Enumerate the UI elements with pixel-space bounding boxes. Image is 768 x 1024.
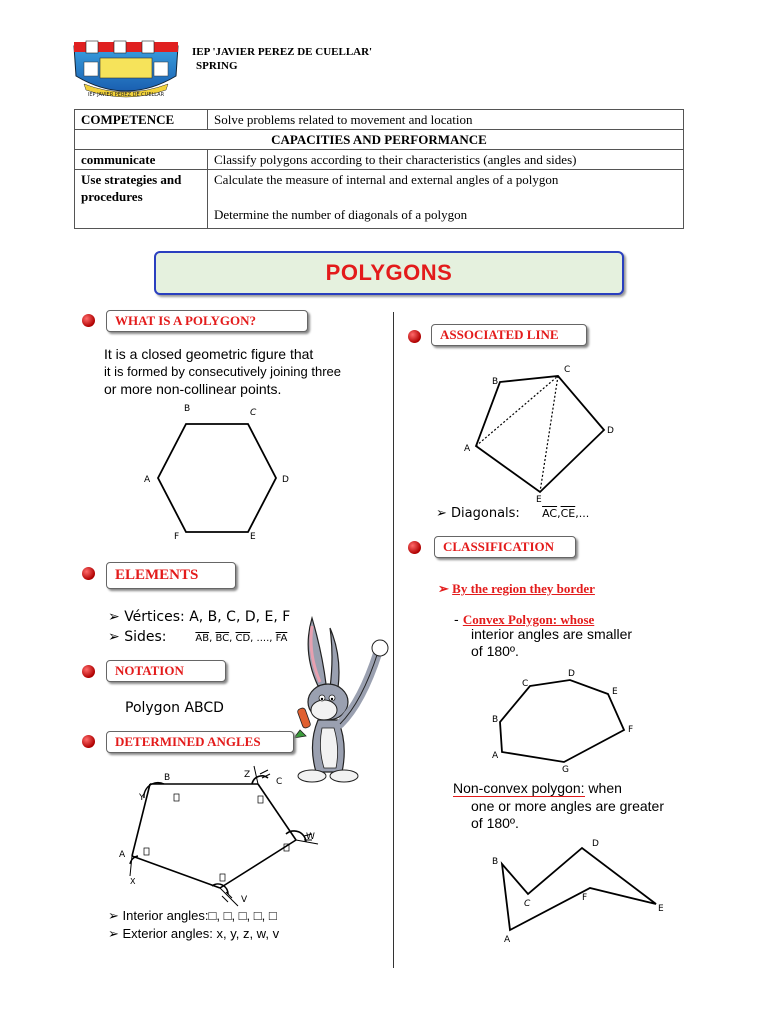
sides-line: ➢ Sides: $\overline{AB}$, $\overline{BC}$, $\overline{CD}$, ...., $\overline{FA}$	[108, 629, 288, 645]
convex-line-2: of 180º.	[471, 643, 519, 659]
side-ellipsis: ....	[256, 633, 270, 644]
point-label: Y	[139, 793, 145, 803]
definition-line-3: or more non-collinear points.	[104, 381, 282, 397]
region-subheading: ➢ By the region they border	[438, 581, 595, 596]
capacities-header: CAPACITIES AND PERFORMANCE	[75, 130, 684, 150]
vertex-label: C	[564, 365, 571, 375]
arrow-icon: ➢	[108, 629, 125, 645]
svg-text:D: D	[568, 669, 575, 679]
svg-text:D: D	[592, 839, 599, 849]
nonconvex-polygon-diagram	[484, 836, 684, 948]
school-logo	[70, 40, 182, 102]
interior-angles-line	[108, 908, 277, 924]
bullet-icon	[408, 330, 421, 343]
diagonal-ellipsis: ...	[578, 507, 590, 520]
definition-line-2: it is formed by consecutively joining three	[104, 364, 342, 379]
arrow-icon: ➢	[436, 506, 452, 521]
notation-label: NOTATION	[106, 660, 226, 682]
rabbit-illustration	[272, 612, 400, 788]
arrow-icon: ➢	[438, 581, 453, 596]
interior-label: Interior angles:	[122, 908, 209, 923]
exterior-label: Exterior angles:	[122, 926, 213, 941]
bullet-icon	[82, 665, 95, 678]
row-value-2: Determine the number of diagonals of a polygon	[214, 207, 468, 222]
row-value: Classify polygons according to their characteristics (angles and sides)	[208, 150, 684, 170]
competence-value: Solve problems related to movement and location	[208, 110, 684, 130]
competence-label: COMPETENCE	[75, 110, 208, 130]
side-fa: $\overline{FA}$	[275, 633, 288, 644]
vertices-prefix: Vértices:	[124, 609, 185, 625]
angles-diagram	[108, 764, 328, 908]
vertices-value: A, B, C, D, E, F	[189, 609, 291, 625]
associated-line-label: ASSOCIATED LINE	[431, 324, 587, 346]
hexagon-shape	[158, 424, 276, 532]
vertex-label: B	[492, 377, 499, 387]
svg-text:E: E	[658, 904, 664, 914]
vertex-label: A	[144, 475, 151, 485]
table-row	[75, 170, 684, 229]
vertex-label: E	[250, 532, 256, 542]
diagonal-ce: $\overline{CE}$	[560, 507, 576, 520]
diagonals-label: Diagonals:	[451, 506, 520, 521]
side-bc: $\overline{BC}$	[215, 633, 230, 644]
nonconvex-line-2: of 180º.	[471, 815, 519, 831]
side-ab: $\overline{AB}$	[195, 633, 210, 644]
svg-text:A: A	[504, 935, 511, 945]
svg-text:E: E	[612, 687, 618, 697]
vertex-label: C	[250, 408, 257, 418]
point-label: W	[306, 832, 315, 842]
vertex-label: D	[607, 426, 614, 436]
vertex-label: F	[174, 532, 180, 542]
what-is-polygon-label: WHAT IS A POLYGON?	[106, 310, 308, 332]
side-cd: $\overline{CD}$	[235, 633, 251, 644]
bullet-icon	[82, 314, 95, 327]
table-row	[75, 130, 684, 150]
point-label: Z	[244, 770, 251, 780]
convex-line-1: interior angles are smaller	[471, 626, 633, 642]
bullet-icon	[82, 735, 95, 748]
point-label: C	[276, 777, 283, 787]
school-name: IEP 'JAVIER PEREZ DE CUELLAR'	[192, 46, 373, 58]
svg-text:B: B	[492, 715, 499, 725]
point-label: X	[130, 877, 136, 886]
classification-label: CLASSIFICATION	[434, 536, 576, 558]
row-value: Calculate the measure of internal and external angles of a polygon	[214, 172, 559, 187]
svg-text:A: A	[492, 751, 499, 761]
pentagon-shape	[476, 376, 604, 492]
nonconvex-title: Non-convex polygon:	[453, 780, 585, 796]
nonconvex-title-line	[453, 780, 622, 796]
diagonal-ac: $\overline{AC}$	[542, 507, 558, 520]
row-label: Use strategies and procedures	[75, 170, 208, 229]
vertex-label: E	[536, 495, 542, 505]
svg-text:G: G	[562, 765, 569, 775]
convex-polygon-shape	[500, 680, 624, 762]
convex-title: Convex Polygon: whose	[462, 612, 595, 627]
logo-text: IEP JAVIER PEREZ DE CUELLAR	[87, 92, 165, 98]
row-label: communicate	[75, 150, 208, 170]
svg-text:C: C	[522, 679, 529, 689]
svg-text:B: B	[492, 857, 499, 867]
pentagon-diagram	[460, 360, 630, 506]
table-row	[75, 150, 684, 170]
definition-line-1: It is a closed geometric figure that	[104, 346, 314, 362]
diagonals-line: ➢ Diagonals: $\overline{AC},\overline{CE}$,...	[436, 506, 590, 521]
arrow-icon: ➢	[108, 609, 125, 625]
table-row	[75, 110, 684, 130]
nonconvex-when: when	[588, 780, 622, 796]
nonconvex-polygon-shape	[502, 848, 656, 930]
point-label: V	[241, 895, 248, 905]
svg-text:F: F	[582, 893, 588, 903]
competence-table	[74, 109, 684, 229]
term-label: SPRING	[196, 60, 238, 72]
convex-title-line: - Convex Polygon: whose	[454, 612, 595, 628]
point-label: B	[164, 773, 171, 783]
row-value-cell	[208, 170, 684, 229]
point-label: A	[119, 850, 126, 860]
vertex-label: B	[184, 404, 191, 414]
bullet-icon	[82, 567, 95, 580]
hexagon-diagram	[140, 398, 300, 548]
determined-angles-label: DETERMINED ANGLES	[106, 731, 294, 753]
notation-value: Polygon ABCD	[125, 700, 224, 716]
sides-prefix: Sides:	[124, 629, 167, 645]
bullet-icon	[408, 541, 421, 554]
elements-label: ELEMENTS	[106, 562, 236, 589]
vertices-line	[108, 609, 290, 625]
convex-polygon-diagram	[484, 666, 644, 778]
exterior-angles-line	[108, 926, 279, 942]
page-title: POLYGONS	[325, 260, 453, 285]
interior-value: □, □, □, □, □	[208, 908, 277, 923]
svg-text:F: F	[628, 725, 634, 735]
vertex-label: D	[282, 475, 289, 485]
nonconvex-line-1: one or more angles are greater	[471, 798, 664, 814]
arrow-icon: ➢	[108, 908, 123, 923]
vertex-label: A	[464, 444, 471, 454]
title-banner	[154, 251, 624, 295]
exterior-value: x, y, z, w, v	[216, 926, 280, 941]
svg-text:C: C	[524, 899, 531, 909]
arrow-icon: ➢	[108, 926, 123, 941]
